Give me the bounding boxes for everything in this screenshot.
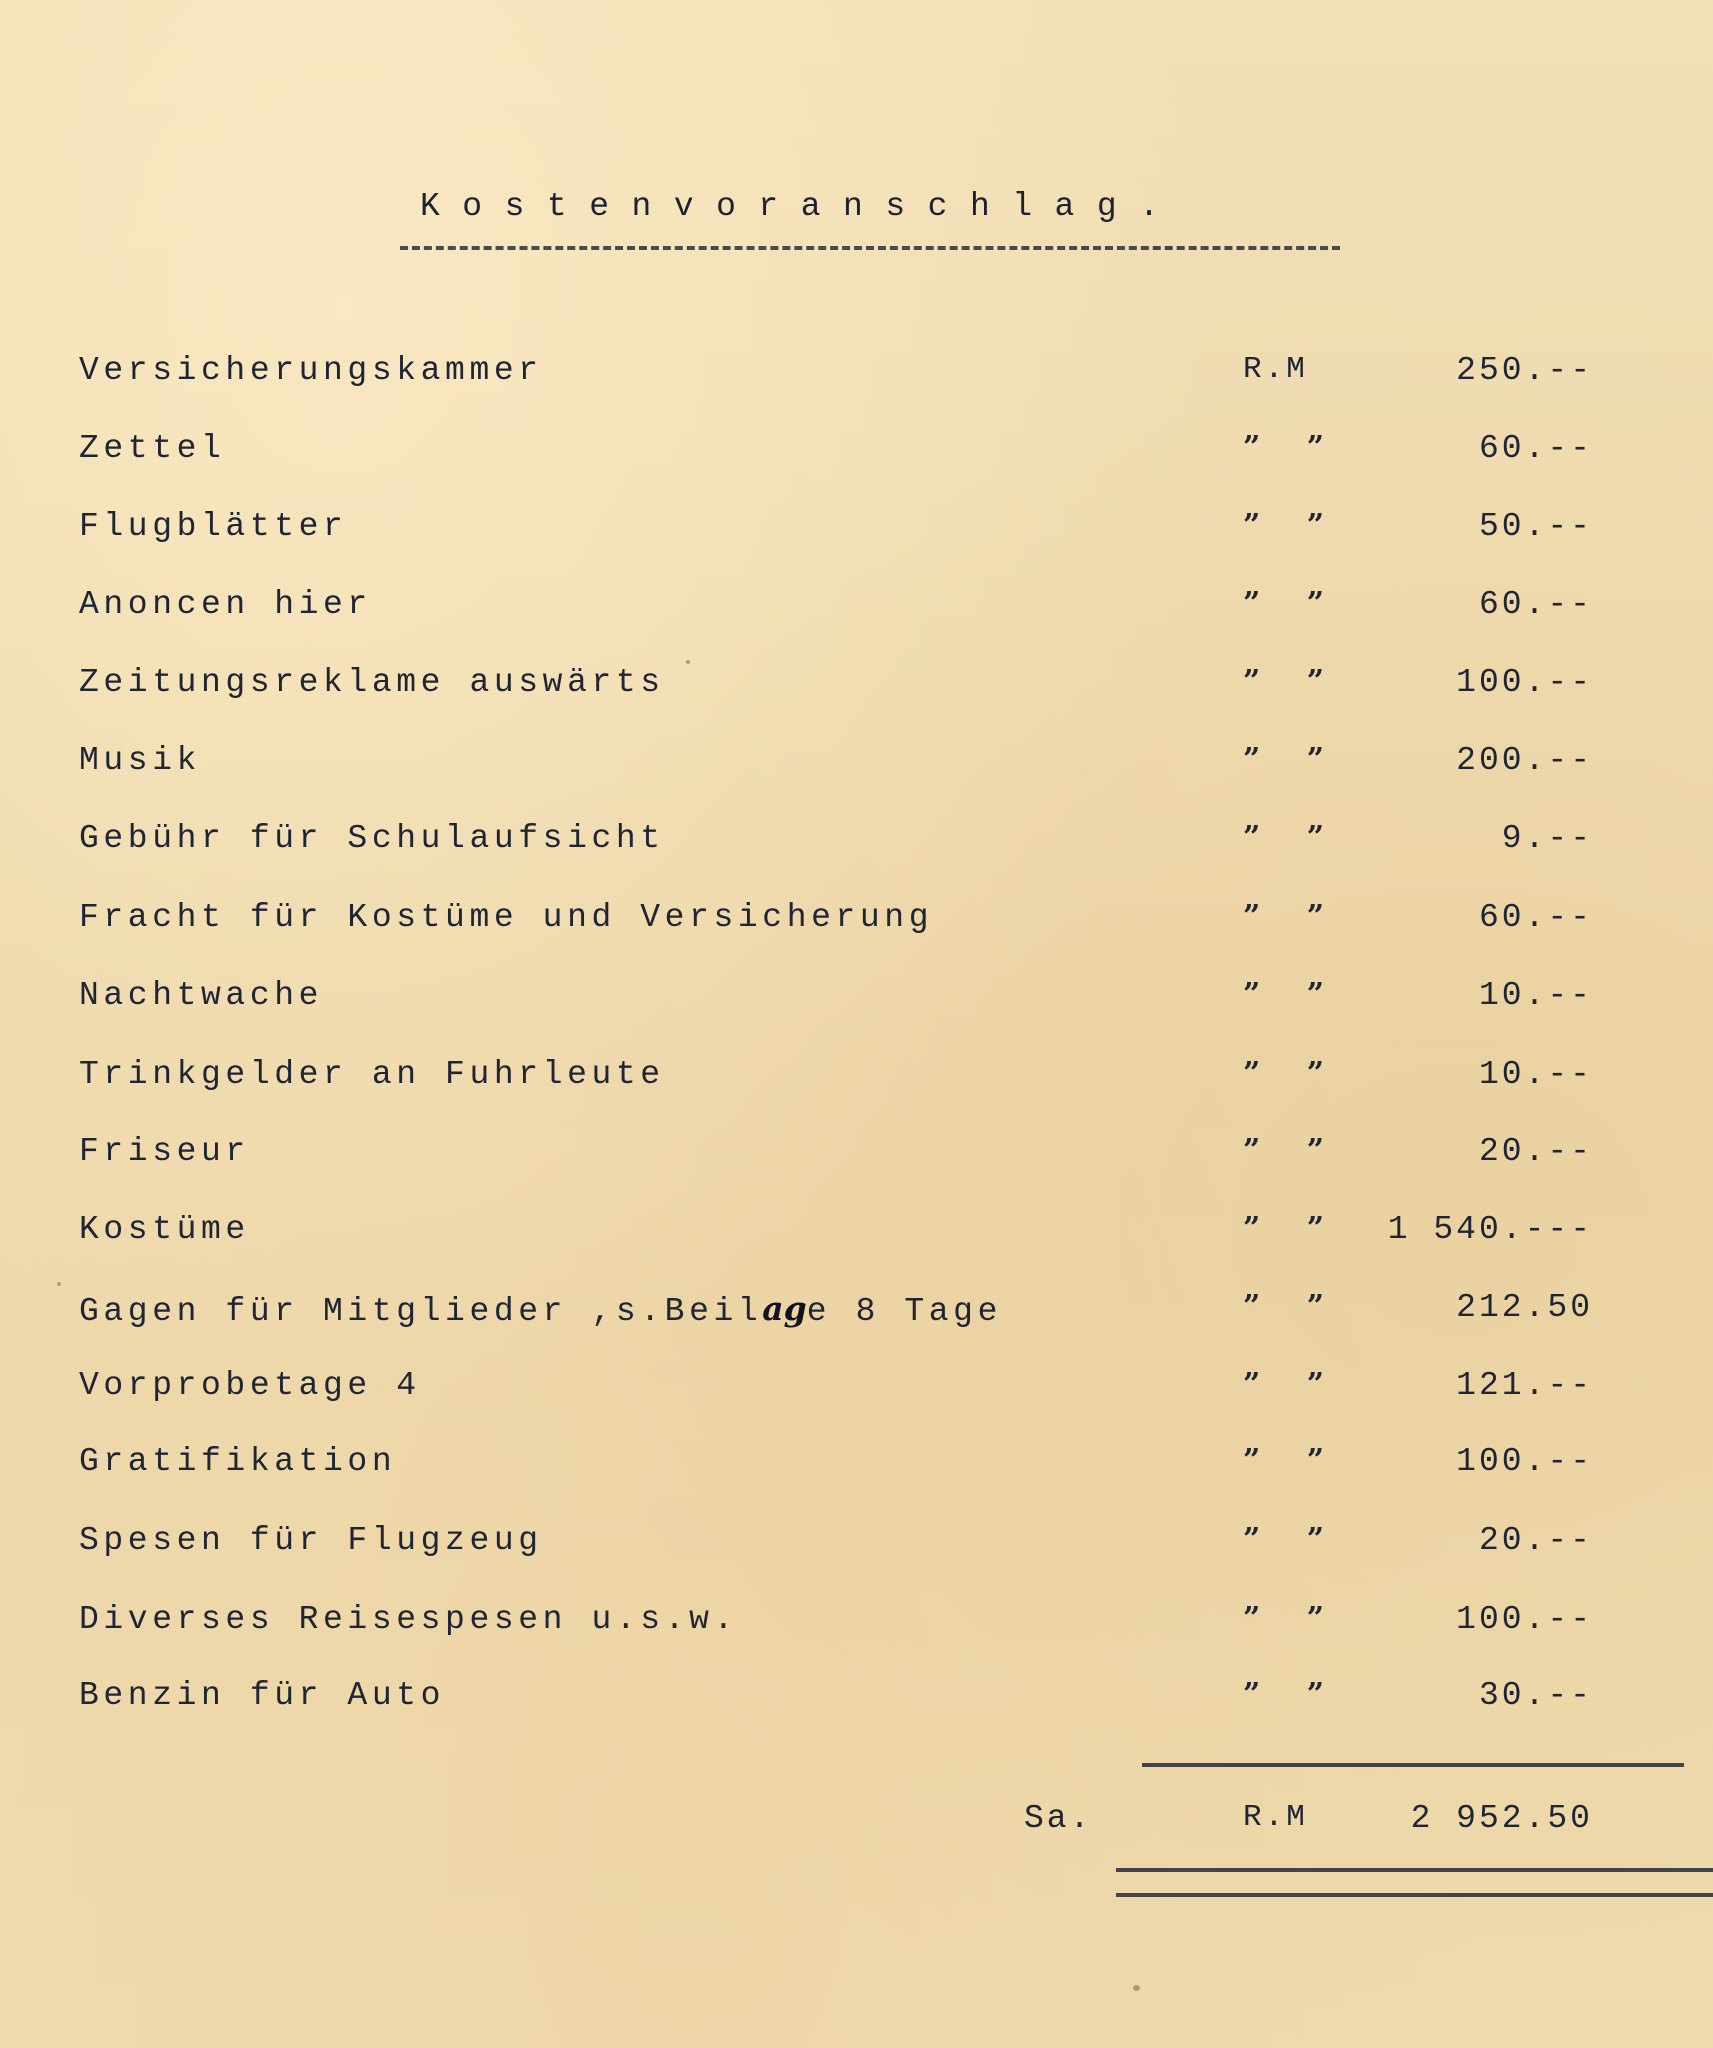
paper-speck [57,1282,61,1286]
item-label: Kostüme [79,1211,250,1248]
total-double-underline-1 [1116,1868,1713,1872]
item-label: Versicherungskammer [79,352,543,389]
ditto-mark: ” ” [1243,508,1342,543]
ditto-mark: ” ” [1243,1056,1342,1091]
sum-rule [1142,1763,1684,1767]
total-currency: R.M [1243,1800,1308,1835]
item-label: Gebühr für Schulaufsicht [79,820,665,857]
ditto-mark: ” ” [1243,1522,1342,1557]
item-label: Zettel [79,430,226,467]
item-amount: 60.-- [1478,899,1593,936]
table-row [0,586,1713,636]
item-amount: 50.-- [1478,508,1593,545]
table-row [0,742,1713,792]
item-amount: 20.-- [1478,1133,1593,1170]
item-amount: 121.-- [1456,1367,1593,1404]
title-underline [400,246,1340,250]
ditto-mark: ” ” [1243,430,1342,465]
item-label: Fracht für Kostüme und Versicherung [79,899,934,936]
item-label: Spesen für Flugzeug [79,1522,543,1559]
item-label-typed-end: e 8 Tage [806,1293,1002,1330]
item-amount: 60.-- [1478,586,1593,623]
item-amount: 250.-- [1456,352,1593,389]
total-double-underline-2 [1116,1893,1713,1897]
item-label: Zeitungsreklame auswärts [79,664,665,701]
ditto-mark: ” ” [1243,1677,1342,1712]
item-label: Anoncen hier [79,586,372,623]
item-amount: 9.-- [1501,820,1593,857]
total-label: Sa. [1024,1800,1093,1837]
item-label: Nachtwache [79,977,324,1014]
table-row [0,1367,1713,1417]
ditto-mark: ” ” [1243,820,1342,855]
paper-speck [686,660,690,664]
item-label: Diverses Reisespesen u.s.w. [79,1601,738,1638]
ditto-mark: ” ” [1243,1601,1342,1636]
table-row [0,1677,1713,1727]
item-label: Gratifikation [79,1443,397,1480]
table-row [0,1522,1713,1572]
item-label: Benzin für Auto [79,1677,446,1714]
item-label [79,1289,1002,1330]
ditto-mark: ” ” [1243,664,1342,699]
ditto-mark: ” ” [1243,1367,1342,1402]
table-row [0,977,1713,1027]
item-label: Trinkgelder an Fuhrleute [79,1056,665,1093]
item-amount: 60.-- [1478,430,1593,467]
total-amount: 2 952.50 [1410,1800,1593,1837]
table-row [0,1133,1713,1183]
item-amount: 30.-- [1478,1677,1593,1714]
table-row [0,1211,1713,1261]
table-row [0,1443,1713,1493]
item-amount: 212.50 [1456,1289,1593,1326]
table-row [0,430,1713,480]
ditto-mark: ” ” [1243,742,1342,777]
item-amount: 10.-- [1478,977,1593,1014]
table-row [0,1289,1713,1339]
item-label: Musik [79,742,202,779]
item-amount: 200.-- [1456,742,1593,779]
item-label-typed-start: Gagen für Mitglieder ,s.Beil [79,1293,763,1330]
table-row [0,664,1713,714]
ditto-mark: ” ” [1243,1443,1342,1478]
table-row [0,352,1713,402]
item-amount: 100.-- [1456,1443,1593,1480]
ditto-mark: ” ” [1243,1133,1342,1168]
item-amount: 100.-- [1456,664,1593,701]
item-label: Flugblätter [79,508,348,545]
table-row [0,1601,1713,1651]
item-amount: 1 540.--- [1387,1211,1593,1248]
table-row [0,820,1713,870]
total-values [0,1800,1713,1850]
table-row [0,508,1713,558]
handwritten-correction: ag [762,1289,807,1328]
item-amount: 10.-- [1478,1056,1593,1093]
item-currency: R.M [1243,352,1308,387]
table-row [0,899,1713,949]
ditto-mark: ” ” [1243,1289,1342,1324]
table-row [0,1056,1713,1106]
document-title: Kostenvoranschlag. [420,188,1182,225]
ditto-mark: ” ” [1243,899,1342,934]
item-amount: 100.-- [1456,1601,1593,1638]
ditto-mark: ” ” [1243,1211,1342,1246]
item-label: Vorprobetage 4 [79,1367,421,1404]
item-amount: 20.-- [1478,1522,1593,1559]
paper-speck [1133,1985,1140,1991]
item-label: Friseur [79,1133,250,1170]
ditto-mark: ” ” [1243,586,1342,621]
ditto-mark: ” ” [1243,977,1342,1012]
